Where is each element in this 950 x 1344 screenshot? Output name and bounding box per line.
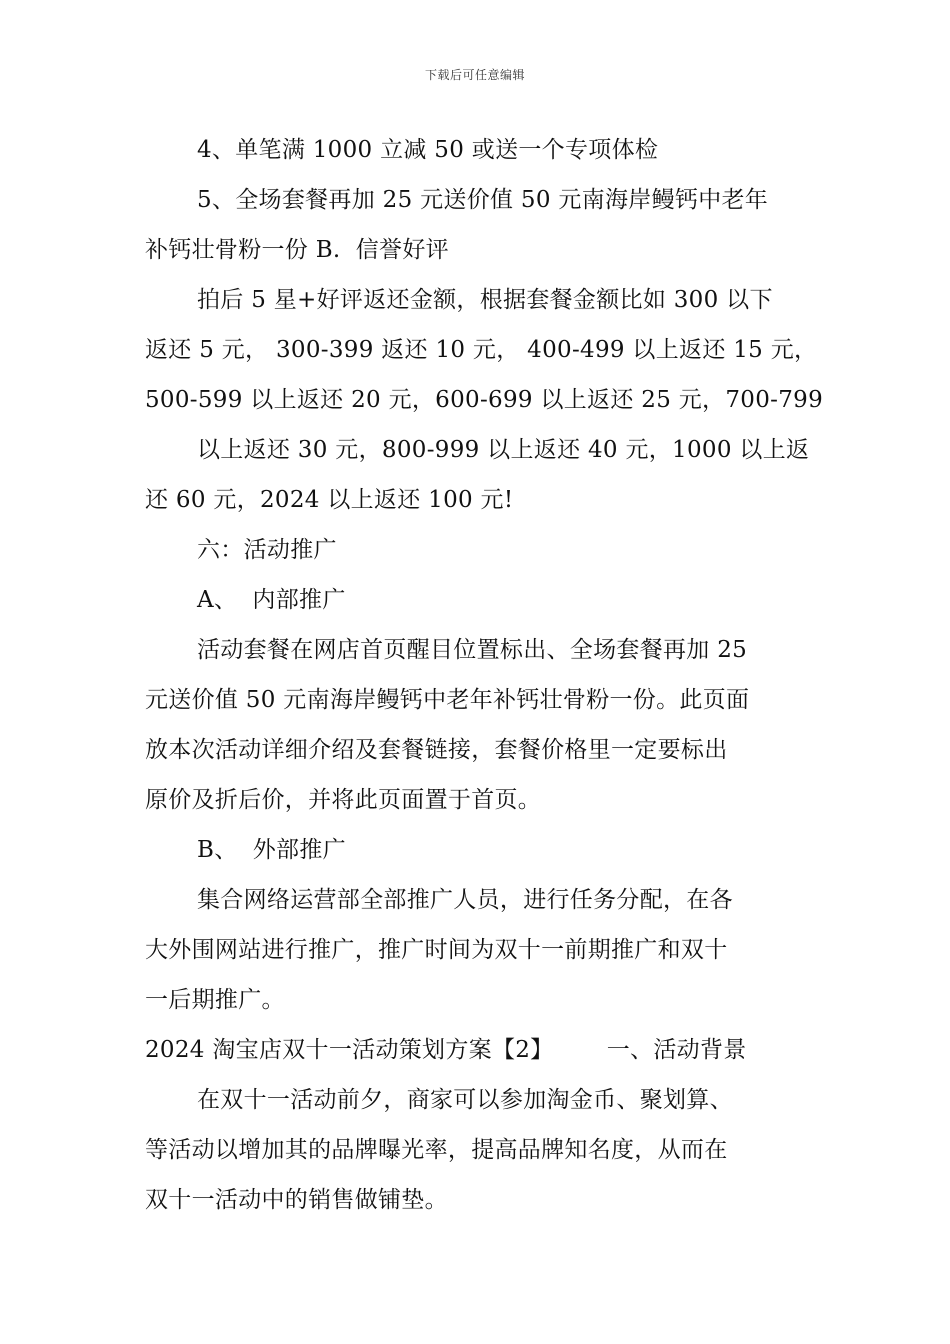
page-header: 下载后可任意编辑 [424,68,525,82]
text-line: 集合网络运营部全部推广人员，进行任务分配，在各 [197,887,733,913]
document-body [145,125,824,1225]
text-line: 补钙壮骨粉一份 B. 信誉好评 [145,237,449,263]
text-line: 以上返还 30 元，800-999 以上返还 40 元，1000 以上返 [197,437,810,463]
text-line: 活动套餐在网店首页醒目位置标出、全场套餐再加 25 [197,637,748,663]
text-line: 一后期推广。 [145,987,285,1013]
text-line: 4、单笔满 1000 立减 50 或送一个专项体检 [197,137,659,163]
text-line: 5、全场套餐再加 25 元送价值 50 元南海岸鳗钙中老年 [197,187,769,213]
text-line: 大外围网站进行推广，推广时间为双十一前期推广和双十 [145,937,728,963]
text-line: 返还 5 元， 300-399 返还 10 元， 400-499 以上返还 15 元， [145,337,818,363]
text-line: 在双十一活动前夕，商家可以参加淘金币、聚划算、 [197,1087,733,1113]
text-line: 元送价值 50 元南海岸鳗钙中老年补钙壮骨粉一份。此页面 [145,687,750,713]
subsection-heading: A、 内部推广 [197,587,346,613]
text-line: 等活动以增加其的品牌曝光率，提高品牌知名度，从而在 [145,1137,728,1163]
text-line: 还 60 元，2024 以上返还 100 元! [145,487,514,513]
text-line: 放本次活动详细介绍及套餐链接，套餐价格里一定要标出 [145,737,728,763]
text-line: 原价及折后价，并将此页面置于首页。 [145,787,542,813]
text-line: 双十一活动中的销售做铺垫。 [145,1187,448,1213]
document-title-line: 2024 淘宝店双十一活动策划方案【2】 一、活动背景 [145,1037,747,1063]
section-heading: 六：活动推广 [197,537,337,563]
text-line: 500-599 以上返还 20 元，600-699 以上返还 25 元，700-799 [145,387,824,413]
text-line: 拍后 5 星+好评返还金额，根据套餐金额比如 300 以下 [197,287,773,313]
subsection-heading: B、 外部推广 [197,837,346,863]
